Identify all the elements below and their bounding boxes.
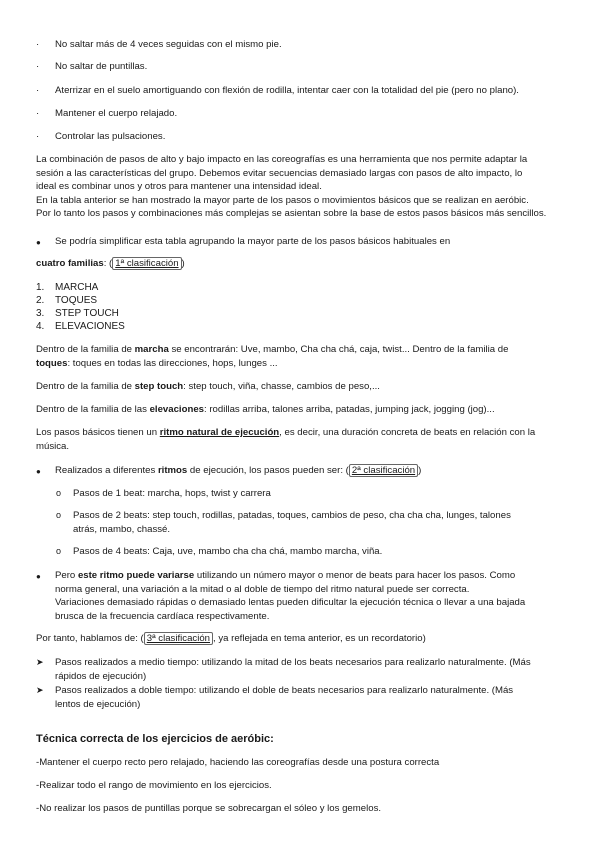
paragraph-line: Por lo tanto los pasos y combinaciones más complejas se asientan sobre la base de estos pasos básicos más sencillos. bbox=[36, 208, 547, 219]
section-heading: Técnica correcta de los ejercicios de aeróbic: bbox=[36, 733, 274, 745]
text: ) bbox=[418, 465, 422, 476]
bullet-disc: ● bbox=[36, 572, 41, 581]
text: Dentro de la familia de bbox=[36, 344, 135, 355]
text: : toques en todas las direcciones, hops, lunges ... bbox=[67, 357, 278, 369]
marcha-paragraph bbox=[36, 343, 561, 370]
bold-term: toques bbox=[36, 357, 68, 369]
bold-term: este ritmo puede variarse bbox=[77, 570, 195, 581]
list-number: 4. bbox=[36, 321, 45, 332]
bullet-item: Controlar las pulsaciones. bbox=[55, 131, 166, 142]
text: Pasos realizados a doble tiempo: utilizando el doble de beats necesarios para realizarlo naturalmente. (Más bbox=[55, 685, 514, 696]
sub-bullet: o bbox=[56, 546, 62, 556]
text: utilizando un número mayor o menor de beats para hacer los pasos. Como bbox=[194, 570, 516, 581]
list-number: 1. bbox=[36, 282, 45, 293]
bullet-dot: · bbox=[36, 39, 40, 50]
list-number: 3. bbox=[36, 308, 45, 319]
bold-term: cuatro familias bbox=[36, 258, 104, 269]
bold-term: elevaciones bbox=[149, 404, 204, 415]
list-number: 2. bbox=[36, 295, 45, 306]
bullet-dot: · bbox=[36, 131, 40, 142]
bullet-disc: ● bbox=[36, 238, 41, 247]
elevaciones-paragraph bbox=[36, 403, 561, 417]
text: norma general, una variación a la mitad o al doble de tiempo del ritmo natural puede ser correcta. bbox=[55, 583, 470, 595]
text: , es decir, una duración concreta de beats en relación con la bbox=[279, 427, 536, 438]
intro-paragraph bbox=[36, 153, 561, 221]
text: : rodillas arriba, talones arriba, patadas, jumping jack, jogging (jog)... bbox=[204, 404, 495, 415]
colon: : bbox=[103, 258, 107, 269]
text: Dentro de la familia de las bbox=[36, 404, 150, 415]
text: Pero bbox=[55, 570, 78, 581]
text: Pasos de 2 beats: step touch, rodillas, patadas, toques, cambios de peso, cha cha cha, lunges, talones bbox=[73, 510, 511, 521]
paragraph-line: ideal es combinar unos y otros para mantener una intensidad ideal. bbox=[36, 181, 322, 192]
bullet-item: Mantener el cuerpo relajado. bbox=[55, 108, 178, 119]
families-line: cuatro familias: ( 1ª clasificación ) bbox=[36, 258, 185, 269]
bullet-item: No saltar de puntillas. bbox=[55, 61, 148, 72]
classification-tag: 1ª clasificación bbox=[112, 257, 181, 270]
tecnica-line: -Realizar todo el rango de movimiento en los ejercicios. bbox=[36, 780, 272, 791]
arrow-bullet-icon: ➤ bbox=[36, 657, 44, 667]
text: música. bbox=[36, 440, 70, 452]
bold-term: step touch bbox=[134, 381, 184, 392]
realizados-text bbox=[55, 464, 560, 478]
ritmo-paragraph bbox=[36, 426, 561, 453]
bullet-item: Aterrizar en el suelo amortiguando con flexión de rodilla, intentar caer con la totalidad del pie (pero no plano). bbox=[55, 85, 519, 96]
pero-text bbox=[55, 569, 560, 623]
simplify-text: Se podría simplificar esta tabla agrupando la mayor parte de los pasos básicos habituales en bbox=[55, 236, 451, 247]
text: Realizados a diferentes bbox=[55, 465, 158, 476]
bullet-dot: · bbox=[36, 61, 40, 72]
text: brusca de la frecuencia cardíaca respectivamente. bbox=[55, 610, 270, 622]
family-item: ELEVACIONES bbox=[55, 321, 125, 332]
bullet-dot: · bbox=[36, 85, 40, 96]
text: : step touch, viña, chasse, cambios de peso,... bbox=[183, 381, 380, 392]
bold-term: ritmo natural de ejecución bbox=[159, 427, 280, 438]
arrow-item bbox=[55, 656, 560, 683]
paragraph-line: La combinación de pasos de alto y bajo impacto en las coreografías es una herramienta que nos permite adaptar la bbox=[36, 154, 528, 165]
text: , ya reflejada en tema anterior, es un recordatorio) bbox=[213, 633, 426, 644]
text: atrás, mambo, chassé. bbox=[73, 523, 171, 535]
paragraph-line: En la tabla anterior se han mostrado la mayor parte de los pasos o movimientos básicos que se realizan en aeróbic. bbox=[36, 194, 529, 206]
sub-bullet: o bbox=[56, 510, 62, 520]
steptouch-paragraph bbox=[36, 380, 561, 394]
paragraph-line: sesión a las características del grupo. Debemos evitar secuencias demasiado largas con pasos de alto impacto, lo bbox=[36, 167, 523, 179]
arrow-item bbox=[55, 684, 560, 711]
text: de ejecución, los pasos pueden ser: ( bbox=[187, 465, 349, 476]
text: rápidos de ejecución) bbox=[55, 670, 147, 682]
text: Los pasos básicos tienen un bbox=[36, 427, 160, 438]
bullet-item: No saltar más de 4 veces seguidas con el mismo pie. bbox=[55, 39, 282, 50]
bold-term: ritmos bbox=[157, 465, 188, 476]
classification-tag: 2ª clasificación bbox=[349, 464, 418, 477]
classification-tag: 3ª clasificación bbox=[144, 632, 213, 645]
bullet-dot: · bbox=[36, 108, 40, 119]
text: Por tanto, hablamos de: ( bbox=[36, 633, 144, 644]
tecnica-line: -No realizar los pasos de puntillas porque se sobrecargan el sóleo y los gemelos. bbox=[36, 803, 382, 814]
family-item: STEP TOUCH bbox=[55, 308, 119, 319]
bullet-disc: ● bbox=[36, 467, 41, 476]
text: se encontrarán: Uve, mambo, Cha cha chá, caja, twist... Dentro de la familia de bbox=[168, 344, 509, 355]
portanto-paragraph bbox=[36, 632, 561, 646]
family-item: TOQUES bbox=[55, 295, 98, 306]
family-item: MARCHA bbox=[55, 282, 99, 293]
text: Pasos realizados a medio tiempo: utilizando la mitad de los beats necesarios para realizarlo naturalmente. (Más bbox=[55, 657, 531, 668]
sub-item: Pasos de 4 beats: Caja, uve, mambo cha cha chá, mambo marcha, viña. bbox=[73, 546, 383, 557]
sub-item bbox=[73, 509, 560, 536]
arrow-bullet-icon: ➤ bbox=[36, 685, 44, 695]
sub-item: Pasos de 1 beat: marcha, hops, twist y carrera bbox=[73, 488, 271, 499]
sub-bullet: o bbox=[56, 488, 62, 498]
text: Dentro de la familia de bbox=[36, 381, 135, 392]
text: Variaciones demasiado rápidas o demasiado lentas pueden dificultar la ejecución técnica o llevar a una bajada bbox=[55, 597, 526, 608]
bold-term: marcha bbox=[134, 344, 169, 355]
tecnica-line: -Mantener el cuerpo recto pero relajado, haciendo las coreografías desde una postura correcta bbox=[36, 757, 440, 768]
text: lentos de ejecución) bbox=[55, 698, 141, 710]
